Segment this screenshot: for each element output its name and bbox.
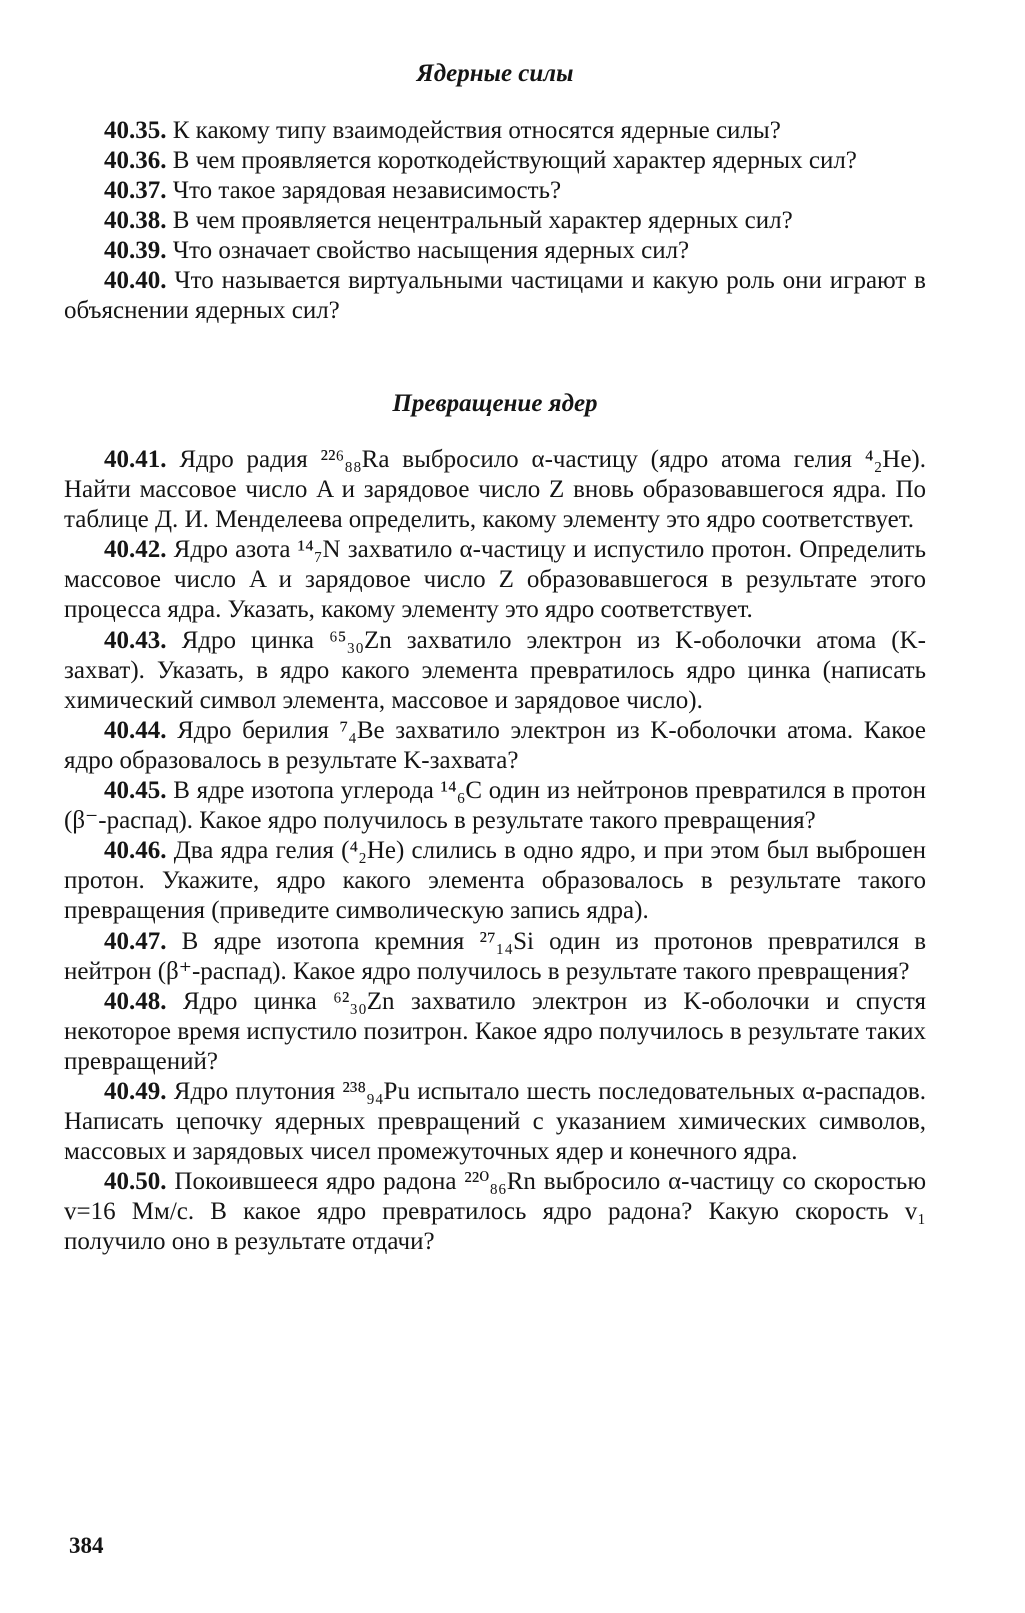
problem-number: 40.50.	[104, 1168, 167, 1196]
problem-text: Покоившееся ядро радона ²²⁰₈₆Rn выбросило α-частицу со скоростью v=16 Мм/с. В какое ядро превратилось ядро радона? Какую скорость v₁ получило оно в результате отдачи?	[64, 1168, 927, 1256]
problem-40-47	[64, 927, 926, 987]
problem-text: Что такое зарядовая независимость?	[172, 177, 562, 204]
problem-40-49	[64, 1077, 926, 1167]
problem-40-45	[64, 776, 926, 836]
problem-number: 40.45.	[104, 777, 167, 805]
problem-40-35	[64, 116, 926, 146]
problem-text: В ядре изотопа углерода ¹⁴₆C один из нейтронов превратился в протон (β⁻-распад). Какое ядро получилось в результате такого превращения?	[64, 777, 926, 835]
problem-40-42	[64, 535, 926, 625]
problem-number: 40.42.	[104, 536, 167, 564]
problem-number: 40.37.	[104, 177, 167, 204]
problem-40-40	[64, 266, 926, 326]
page-content	[64, 58, 926, 1258]
page-number: 384	[69, 1533, 104, 1558]
problem-text: Ядро радия ²²⁶₈₈Ra выбросило α-частицу (ядро атома гелия ⁴₂He). Найти массовое число A и зарядовое число Z вновь образовавшегося ядра. По таблице Д. И. Менделеева определить, какому элементу это ядро соответствует.	[64, 446, 927, 534]
problem-40-37	[64, 176, 926, 206]
problem-number: 40.43.	[104, 626, 167, 654]
problem-text: К какому типу взаимодействия относятся ядерные силы?	[172, 117, 781, 144]
section-title-nuclear-forces: Ядерные силы	[416, 60, 574, 87]
problem-text: В чем проявляется короткодействующий характер ядерных сил?	[172, 147, 857, 174]
problem-40-36	[64, 146, 926, 176]
problem-text: Ядро цинка ⁶⁵₃₀Zn захватило электрон из K-оболочки атома (K-захват). Указать, в ядро какого элемента превратилось ядро цинка (написать химический символ элемента, массовое и зарядовое число).	[64, 626, 926, 714]
problem-text: Ядро цинка ⁶²₃₀Zn захватило электрон из K-оболочки и спустя некоторое время испустило позитрон. Какое ядро получилось в результате таких превращений?	[64, 987, 926, 1075]
problem-number: 40.38.	[104, 207, 167, 234]
problem-40-38	[64, 206, 926, 236]
section-title-nuclear-transformations: Превращение ядер	[392, 390, 598, 417]
problem-text: Что называется виртуальными частицами и какую роль они играют в объяснении ядерных сил?	[64, 267, 926, 324]
problem-number: 40.39.	[104, 237, 167, 264]
problem-40-44	[64, 716, 926, 776]
problem-number: 40.49.	[104, 1077, 167, 1105]
problem-number: 40.44.	[104, 716, 167, 744]
problem-number: 40.40.	[104, 267, 167, 294]
problem-text: Два ядра гелия (⁴₂He) слились в одно ядро, и при этом был выброшен протон. Укажите, ядро какого элемента образовалось в результате такого превращения (приведите символическую запись ядра).	[64, 837, 926, 925]
problem-text: Ядро азота ¹⁴₇N захватило α-частицу и испустило протон. Определить массовое число A и зарядовое число Z образовавшегося в результате этого процесса ядра. Указать, какому элементу это ядро соответствует.	[64, 536, 927, 624]
problem-40-46	[64, 836, 926, 926]
problem-40-50	[64, 1167, 926, 1257]
problem-40-43	[64, 626, 926, 716]
problem-number: 40.41.	[104, 446, 167, 473]
problem-text: В чем проявляется нецентральный характер ядерных сил?	[172, 207, 793, 234]
problem-text: Ядро плутония ²³⁸₉₄Pu испытало шесть последовательных α-распадов. Написать цепочку ядерных превращений с указанием химических символов, массовых и зарядовых чисел промежуточных ядер и конечного ядра.	[64, 1077, 926, 1166]
problem-list-nuclear-transformations	[64, 445, 926, 1258]
problem-number: 40.48.	[104, 987, 167, 1015]
problem-text: Что означает свойство насыщения ядерных сил?	[172, 237, 690, 264]
problem-number: 40.36.	[104, 147, 167, 174]
problem-list-nuclear-forces	[64, 116, 926, 326]
problem-40-41	[64, 445, 926, 535]
problem-number: 40.35.	[104, 117, 167, 144]
problem-number: 40.46.	[104, 837, 167, 865]
problem-40-48	[64, 987, 926, 1077]
problem-text: В ядре изотопа кремния ²⁷₁₄Si один из протонов превратился в нейтрон (β⁺-распад). Какое ядро получилось в результате такого превращения?	[64, 927, 927, 985]
problem-40-39	[64, 236, 926, 266]
problem-text: Ядро берилия ⁷₄Be захватило электрон из K-оболочки атома. Какое ядро образовалось в результате K-захвата?	[64, 716, 926, 774]
problem-number: 40.47.	[104, 927, 167, 955]
